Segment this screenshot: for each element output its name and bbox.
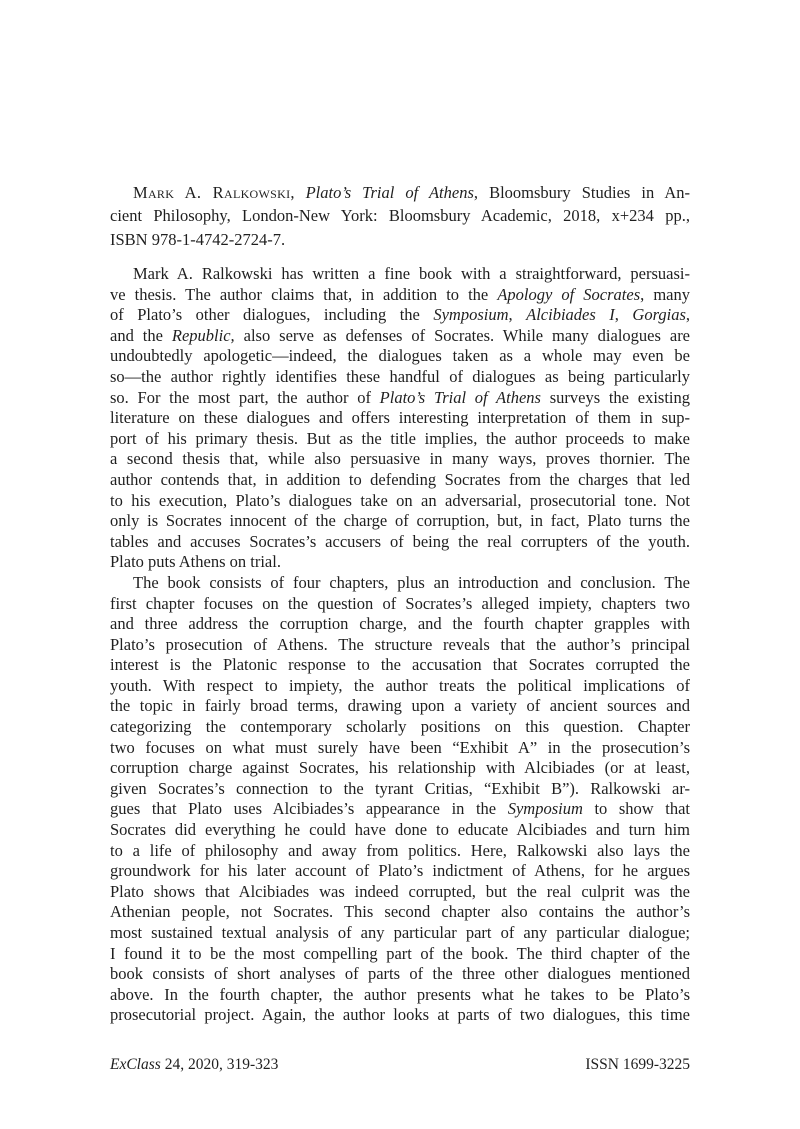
- text-line: [110, 738, 690, 759]
- citation-header: [110, 181, 690, 251]
- text-run: corruption charge against Socrates, his relationship with Alcibiades (or at least,: [110, 758, 690, 778]
- paragraph: [110, 264, 690, 573]
- text-run: a second thesis that, while also persuasive in many ways, proves thornier. The: [110, 449, 690, 469]
- text-run: groundwork for his later account of Plato’s indictment of Athens, for he argues: [110, 861, 690, 881]
- text-run: 24, 2020, 319-323: [160, 1056, 279, 1073]
- text-line: [110, 573, 690, 594]
- text-run: book consists of short analyses of parts of the three other dialogues mentioned: [110, 964, 690, 984]
- text-run: of Plato’s other dialogues, including the: [110, 305, 434, 325]
- text-line: [110, 285, 690, 306]
- text-line: [110, 964, 690, 985]
- text-line: [110, 470, 690, 491]
- text-run: , many: [640, 284, 690, 304]
- text-line: [110, 717, 690, 738]
- text-run: to a life of philosophy and away from politics. Here, Ralkowski also lays the: [110, 840, 690, 860]
- text-line: [110, 181, 690, 204]
- text-line: [110, 408, 690, 429]
- text-run: ve thesis. The author claims that, in addition to the: [110, 284, 498, 304]
- text-run: categorizing the contemporary scholarly positions on this question. Chapter: [110, 717, 690, 737]
- issn-number: ISSN 1699-3225: [585, 1056, 690, 1073]
- text-line: [110, 305, 690, 326]
- text-line: [110, 758, 690, 779]
- italic-title: Apology of Socrates: [497, 284, 641, 304]
- smallcaps-author-name: Mark A. Ralkowski: [133, 183, 291, 202]
- text-line: [110, 204, 690, 227]
- text-run: and three address the corruption charge, and the fourth chapter grapples with: [110, 614, 690, 634]
- text-run: so. For the most part, the author of: [110, 387, 380, 407]
- text-run: port of his primary thesis. But as the title implies, the author proceeds to make: [110, 428, 690, 448]
- text-run: author contends that, in addition to defending Socrates from the charges that led: [110, 469, 690, 489]
- text-run: literature on these dialogues and offers interesting interpretation of them in sup-: [110, 408, 690, 428]
- text-run: Socrates did everything he could have done to educate Alcibiades and turn him: [110, 820, 690, 840]
- text-line: [110, 614, 690, 635]
- italic-title: Plato’s Trial of Athens: [305, 183, 474, 202]
- text-run: so—the author rightly identifies these handful of dialogues as being particularly: [110, 366, 690, 386]
- text-run: Plato puts Athens on trial.: [110, 552, 281, 572]
- text-run: ISBN 978-1-4742-2724-7.: [110, 229, 286, 249]
- text-line: [110, 346, 690, 367]
- text-run: only is Socrates innocent of the charge of corruption, but, in fact, Plato turns the: [110, 511, 690, 531]
- text-run: , Bloomsbury Studies in An-: [473, 183, 691, 202]
- text-line: [110, 511, 690, 532]
- text-line: [110, 635, 690, 656]
- text-line: [110, 882, 690, 903]
- text-run: youth. With respect to impiety, the author treats the political implications of: [110, 675, 690, 695]
- text-line: [110, 696, 690, 717]
- text-line: [110, 944, 690, 965]
- text-run: most sustained textual analysis of any particular part of any particular dialogue;: [110, 923, 690, 942]
- text-line: [110, 449, 690, 470]
- text-line: [110, 326, 690, 347]
- text-run: Mark A. Ralkowski has written a fine book with a straightforward, persuasi-: [133, 264, 690, 283]
- text-line: [110, 264, 690, 285]
- text-run: to show that: [582, 799, 690, 819]
- text-run: Plato’s prosecution of Athens. The structure reveals that the author’s principal: [110, 634, 690, 654]
- text-run: prosecutorial project. Again, the author looks at parts of two dialogues, this time: [110, 1005, 690, 1025]
- text-line: [110, 367, 690, 388]
- text-line: [110, 594, 690, 615]
- text-line: [110, 985, 690, 1006]
- text-line: [110, 799, 690, 820]
- text-line: [110, 491, 690, 512]
- text-line: [110, 532, 690, 553]
- italic-title: ExClass: [110, 1056, 161, 1073]
- italic-title: Alcibiades I: [526, 305, 615, 325]
- text-line: [110, 1005, 690, 1026]
- text-line: [110, 923, 690, 944]
- italic-title: Symposium: [507, 799, 583, 819]
- review-body: [110, 264, 690, 1026]
- italic-title: Gorgias: [632, 305, 686, 325]
- journal-citation: [110, 1056, 278, 1074]
- text-line: [110, 861, 690, 882]
- text-run: ,: [290, 183, 306, 202]
- text-run: I found it to be the most compelling part of the book. The third chapter of the: [110, 943, 690, 963]
- italic-title: Plato’s Trial of Athens: [379, 387, 541, 407]
- text-line: [110, 228, 690, 251]
- text-run: Plato shows that Alcibiades was indeed corrupted, but the real culprit was the: [110, 881, 690, 901]
- text-run: surveys the existing: [540, 387, 690, 407]
- text-line: [110, 388, 690, 409]
- text-line: [110, 552, 690, 573]
- text-run: cient Philosophy, London-New York: Bloomsbury Academic, 2018, x+234 pp.,: [110, 206, 690, 226]
- text-run: undoubtedly apologetic—indeed, the dialogues taken as a whole may even be: [110, 346, 690, 366]
- text-line: [110, 902, 690, 923]
- text-run: the topic in fairly broad terms, drawing upon a variety of ancient sources and: [110, 696, 690, 716]
- text-run: also serve as defenses of Socrates. While many dialogues are: [234, 325, 691, 345]
- text-run: first chapter focuses on the question of Socrates’s alleged impiety, chapters two: [110, 593, 690, 613]
- text-line: [110, 429, 690, 450]
- text-line: [110, 655, 690, 676]
- text-line: [110, 676, 690, 697]
- text-line: [110, 779, 690, 800]
- italic-title: Republic,: [171, 325, 235, 345]
- text-run: given Socrates’s connection to the tyrant Critias, “Exhibit B”). Ralkowski ar-: [110, 778, 690, 798]
- text-run: interest is the Platonic response to the accusation that Socrates corrupted the: [110, 655, 690, 675]
- page-footer: [110, 1056, 690, 1074]
- text-run: two focuses on what must surely have been “Exhibit A” in the prosecution’s: [110, 737, 690, 757]
- text-run: above. In the fourth chapter, the author presents what he takes to be Plato’s: [110, 984, 690, 1004]
- text-run: tables and accuses Socrates’s accusers of being the real corrupters of the youth.: [110, 531, 690, 551]
- text-run: and the: [110, 325, 172, 345]
- paragraph: [110, 573, 690, 1026]
- text-line: [110, 820, 690, 841]
- text-run: ,: [614, 305, 633, 325]
- text-run: ,: [685, 305, 691, 325]
- text-run: gues that Plato uses Alcibiades’s appearance in the: [110, 799, 508, 819]
- text-run: The book consists of four chapters, plus an introduction and conclusion. The: [133, 572, 690, 592]
- italic-title: Symposium: [433, 305, 509, 325]
- text-run: Athenian people, not Socrates. This second chapter also contains the author’s: [110, 902, 690, 922]
- text-run: ,: [508, 305, 527, 325]
- text-run: to his execution, Plato’s dialogues take on an adversarial, prosecutorial tone. Not: [110, 490, 690, 510]
- text-line: [110, 841, 690, 862]
